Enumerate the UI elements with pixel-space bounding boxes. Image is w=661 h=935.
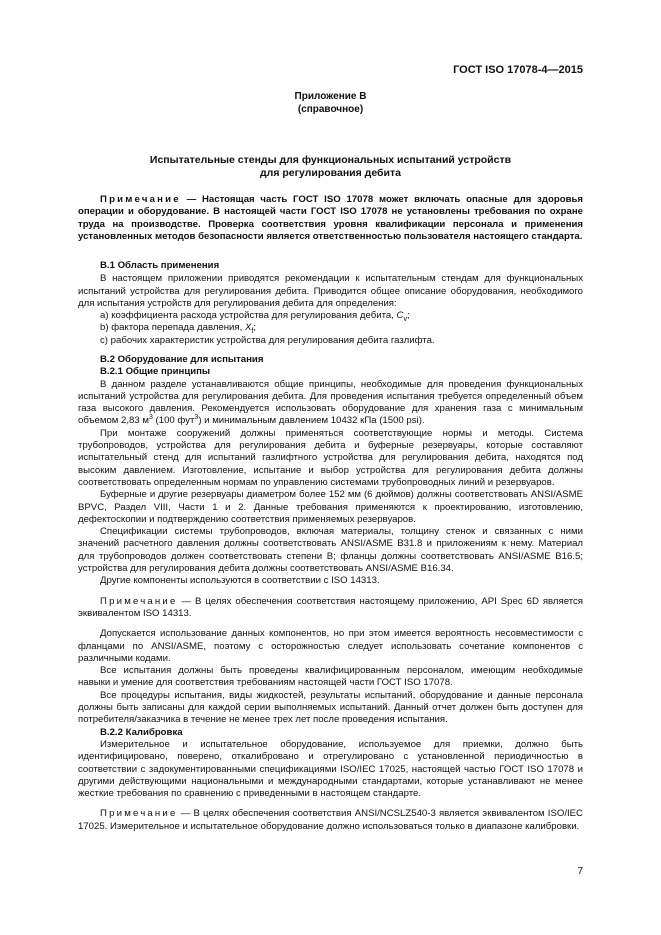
section-heading: В.1 Область применения [100, 260, 220, 271]
note-text: — Настоящая часть ГОСТ ISO 17078 может включать опасные для здоровья операции и оборудование. В настоящей части ГОСТ ISO 17078 не установлены требования по охране труда на производстве. Проверка соответствия уровня квалификации персонала и применения установленных методов безопасности является ответственностью пользователя настоящего стандарта. [78, 194, 583, 242]
section-paragraph: В настоящем приложении приводятся рекомендации к испытательным стендам для функциональных испытаний устройства для регулирования дебита. Приводится общее описание оборудования, необходимого для испытания устройств для регулирования дебита для определения: [78, 273, 583, 309]
appendix-label: Приложение В [294, 91, 367, 102]
list-item: b) фактора перепада давления, $X_f$; [100, 322, 256, 336]
paragraph: В данном разделе устанавливаются общие принципы, необходимые для проведения функциональных испытаний устройства для регулирования дебита. Для проведения испытания требуется определенный объем газа высокого давления. Рекомендуется использовать оборудование для хранения газа с минимальным объемом 2,83 $м^3$ (100 фут$^3$) и минимальным давлением 10432 кПа (1500 psi). [78, 378, 583, 427]
subsection-heading: В.2.2 Калибровка [100, 726, 183, 738]
list-item: c) рабочих характеристик устройства для регулирования дебита газлифта. [100, 334, 435, 346]
note: Примечание — В целях обеспечения соответствия ANSI/NCSLZ540-3 является эквивалентом ISO/IEC 17025. Измерительное и испытательное оборудование должно использоваться только в диапазоне калибровки. [78, 808, 583, 832]
section-heading: В.2 Оборудование для испытания [100, 354, 264, 365]
paragraph: Все процедуры испытания, виды жидкостей, результаты испытаний, оборудование и данные персонала должны быть записаны для каждой серии выполняемых испытаний. Данный отчет должен быть доступен для потребителя/заказчика в течение не менее трех лет после проведения испытания. [78, 689, 583, 726]
paragraph: Буферные и другие резервуары диаметром более 152 мм (6 дюймов) должны соответствовать ANSI/ASME BPVC, Раздел VIII, Части 1 и 2. Данные требования применяются к проектированию, изготовлению, дефектоскопии и подтверждению соответствия применяемых резервуаров. [78, 489, 583, 525]
paragraph: Другие компоненты используются в соответствии с ISO 14313. [100, 575, 380, 587]
subsection-heading: В.2.1 Общие принципы [100, 366, 211, 378]
main-title-line1: Испытательные стенды для функциональных испытаний устройств [149, 154, 512, 166]
paragraph: Все испытания должны быть проведены квалифицированным персоналом, имеющим необходимые навыки и умение для соответствия требованиям настоящей части ГОСТ ISO 17078. [78, 665, 583, 689]
appendix-type: (справочное) [297, 104, 364, 115]
document-header-id: ГОСТ ISO 17078-4—2015 [453, 64, 583, 76]
list-item: a) коэффициента расхода устройства для регулирования дебита, $C_v$; [100, 310, 410, 324]
section-b2 [78, 354, 583, 833]
main-title-line2: для регулирования дебита [260, 167, 401, 179]
section-b1 [78, 260, 583, 347]
page-number: 7 [577, 866, 583, 877]
safety-note [78, 194, 583, 243]
note: Примечание — В целях обеспечения соответствия настоящему приложению, API Spec 6D является эквивалентом ISO 14313. [78, 595, 583, 619]
paragraph: Спецификации системы трубопроводов, включая материалы, толщину стенок и связанных с ними значений расчетного давления должны соответствовать ANSI/ASME B31.8 и приложениям к нему. Материал для трубопроводов должен соответствовать степени B; фланцы должны соответствовать ANSI/ASME B16.5; устройства для регулирования дебита должны соответствовать ANSI/ASME B16.34. [78, 526, 583, 575]
paragraph: Допускается использование данных компонентов, но при этом имеется вероятность несовместимости с фланцами по ANSI/ASME, поэтому с осторожностью следует использовать сочетание компонентов с различными кодами. [78, 628, 583, 664]
paragraph: Измерительное и испытательное оборудование, используемое для приемки, должно быть идентифицировано, поверено, откалибровано и отрегулировано с установленной периодичностью в соответствии с задокументированными спецификациями ISO/IEC 17025, настоящей частью ГОСТ ISO 17078 и другими действующими национальными и международными стандартами, которые устанавливают не менее жесткие требования по сравнению с приведенными в настоящем стандарте. [78, 738, 583, 800]
paragraph: При монтаже сооружений должны применяться соответствующие нормы и методы. Система трубопроводов, устройства для регулирования дебита и буферные резервуары, которые составляют испытательный стенд для испытаний газлифтного устройства для регулирования дебита, находятся под высоким давлением. Изготовление, испытание и выбор устройства для регулирования дебита должны соответствовать определенным нормам по управлению системами трубопроводных линий и резервуаров. [78, 427, 583, 488]
note-label: Примечание [100, 194, 181, 205]
